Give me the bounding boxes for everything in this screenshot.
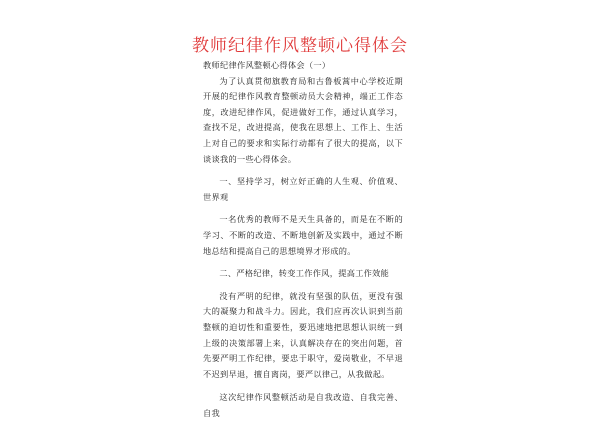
section-heading-2: 二、严格纪律，转变工作作风，提高工作效能 — [219, 268, 390, 279]
section-heading-1: 一、坚持学习，树立好正确的人生观、价值观、世界观 — [203, 176, 403, 202]
paragraph-closing: 这次纪律作风整顿活动是自我改造、自我完善、自我 — [203, 392, 403, 418]
document-body — [203, 58, 403, 421]
document-title: 教师纪律作风整顿心得体会 — [192, 36, 408, 56]
document-subtitle: 教师纪律作风整顿心得体会（一） — [203, 60, 331, 70]
paragraph-section-2: 没有严明的纪律，就没有坚强的队伍，更没有强大的凝聚力和战斗力。因此，我们应再次认识到当前整顿的迫切性和重要性，要迅速地把思想认识统一到上级的决策部署上来，认真解决存在的突出问题，首先要严明工作纪律，要忠于职守，爱岗敬业，不早退不迟到早退，擅自离岗，要严以律己，从我做起。 — [203, 290, 403, 379]
paragraph-section-1: 一名优秀的教师不是天生具备的，而是在不断的学习、不断的改造、不断地创新及实践中，通过不断地总结和提高自己的思想境界才形成的。 — [203, 214, 403, 256]
paragraph-intro: 为了认真贯彻旗教育局和古鲁板蒿中心学校近期开展的纪律作风教育整顿动员大会精神，端正工作态度，改进纪律作风，促进做好工作，通过认真学习，查找不足，改进提高，使我在思想上、工作上、生活上对自己的要求和实际行动都有了很大的提高，以下谈谈我的一些心得体会。 — [203, 75, 403, 164]
